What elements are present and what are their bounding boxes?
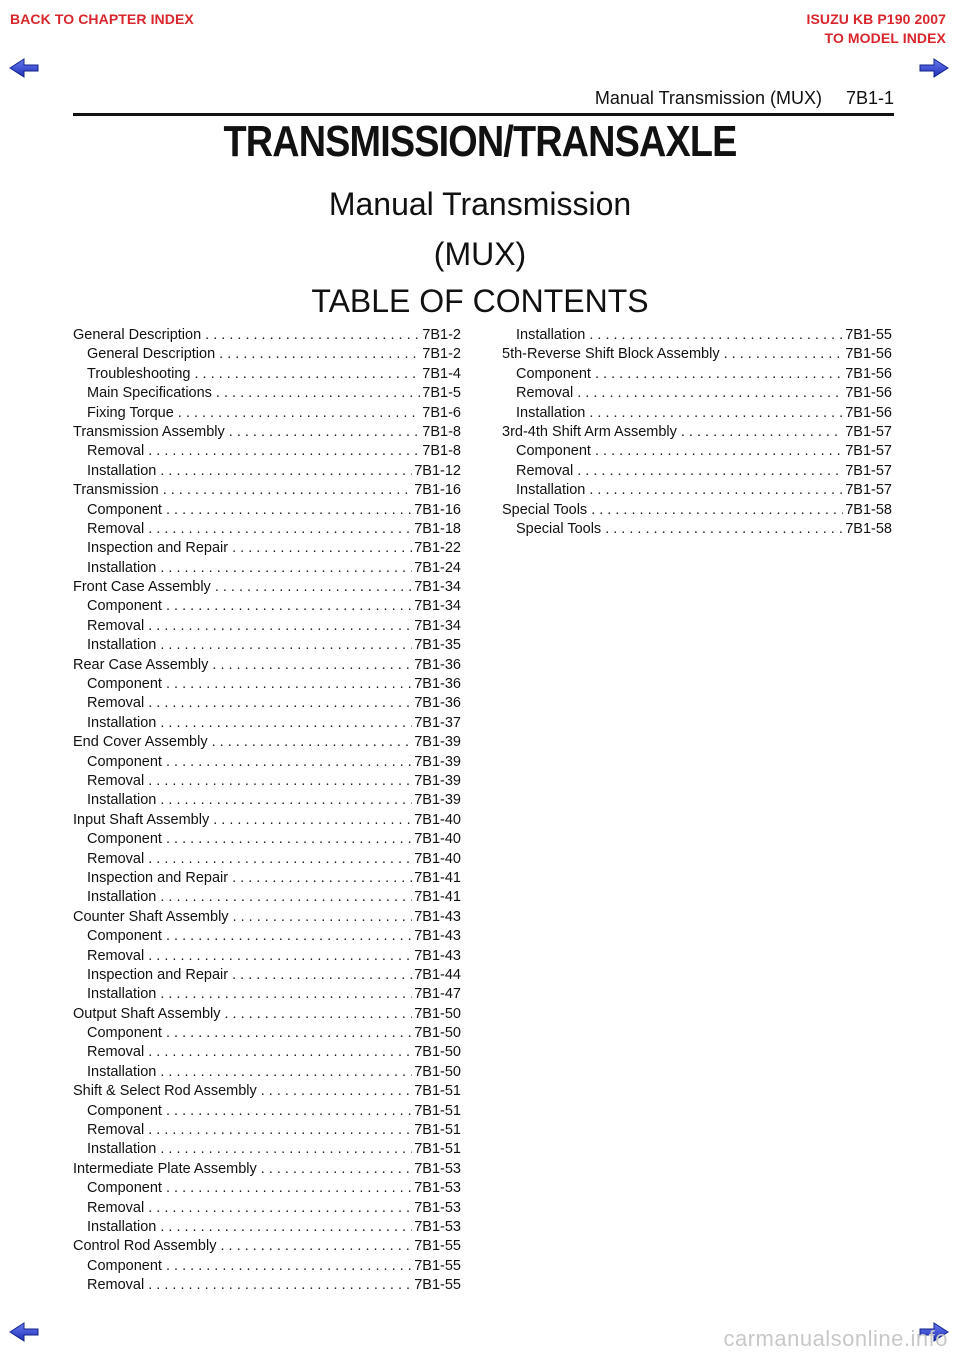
toc-entry[interactable]: [73, 346, 461, 365]
toc-leader-dots: [261, 1083, 412, 1099]
toc-entry-page: 7B1-4: [422, 365, 461, 382]
toc-entry-page: 7B1-16: [414, 501, 461, 518]
toc-entry[interactable]: [73, 540, 461, 559]
toc-entry[interactable]: [73, 521, 461, 540]
toc-leader-dots: [178, 405, 421, 421]
toc-leader-dots: [233, 909, 413, 925]
toc-entry[interactable]: [73, 889, 461, 908]
toc-entry-page: 7B1-50: [414, 1063, 461, 1080]
toc-leader-dots: [148, 1200, 412, 1216]
toc-entry-page: 7B1-57: [845, 462, 892, 479]
toc-leader-dots: [232, 870, 412, 886]
toc-leader-dots: [160, 637, 412, 653]
toc-entry-page: 7B1-51: [414, 1102, 461, 1119]
toc-entry-page: 7B1-56: [845, 365, 892, 382]
toc-entry-label: Installation: [87, 1141, 157, 1158]
toc-entry-label: Control Rod Assembly: [73, 1238, 217, 1255]
toc-entry[interactable]: [502, 327, 892, 346]
toc-entry-page: 7B1-57: [845, 482, 892, 499]
toc-entry[interactable]: [73, 1083, 461, 1102]
toc-entry[interactable]: [73, 812, 461, 831]
toc-entry-label: Front Case Assembly: [73, 579, 211, 596]
toc-entry-label: Installation: [87, 889, 157, 906]
toc-entry[interactable]: [73, 463, 461, 482]
toc-entry[interactable]: [73, 1025, 461, 1044]
toc-leader-dots: [577, 385, 843, 401]
toc-entry-label: Special Tools: [502, 501, 588, 518]
toc-entry-label: Component: [87, 598, 162, 615]
toc-entry-page: 7B1-47: [414, 986, 461, 1003]
toc-entry-page: 7B1-35: [414, 637, 461, 654]
toc-entry[interactable]: [73, 1103, 461, 1122]
toc-entry-page: 7B1-40: [414, 811, 461, 828]
toc-entry[interactable]: [73, 560, 461, 579]
toc-entry[interactable]: [502, 424, 892, 443]
toc-entry[interactable]: [73, 831, 461, 850]
toc-leader-dots: [163, 482, 413, 498]
toc-entry[interactable]: [73, 754, 461, 773]
toc-entry[interactable]: [73, 1180, 461, 1199]
toc-entry-label: Removal: [87, 443, 145, 460]
toc-entry-label: Input Shaft Assembly: [73, 811, 210, 828]
toc-entry[interactable]: [73, 424, 461, 443]
toc-entry-label: Main Specifications: [87, 385, 212, 402]
toc-entry-label: Intermediate Plate Assembly: [73, 1160, 257, 1177]
toc-entry-page: 7B1-43: [414, 947, 461, 964]
toc-entry[interactable]: [73, 1006, 461, 1025]
toc-entry-page: 7B1-34: [414, 617, 461, 634]
toc-entry[interactable]: [73, 637, 461, 656]
toc-entry[interactable]: [73, 327, 461, 346]
toc-entry-label: Transmission: [73, 482, 159, 499]
toc-entry-label: Installation: [87, 559, 157, 576]
header-divider: [73, 113, 894, 116]
toc-entry-page: 7B1-58: [845, 501, 892, 518]
toc-entry[interactable]: [502, 521, 892, 540]
toc-leader-dots: [148, 1122, 412, 1138]
toc-entry-label: Removal: [87, 520, 145, 537]
toc-entry-page: 7B1-5: [422, 385, 461, 402]
toc-entry-label: Special Tools: [516, 520, 602, 537]
toc-entry[interactable]: [73, 948, 461, 967]
toc-leader-dots: [681, 424, 843, 440]
toc-entry-label: Inspection and Repair: [87, 869, 229, 886]
toc-leader-dots: [148, 618, 412, 634]
toc-leader-dots: [148, 1277, 412, 1293]
toc-entry-label: General Description: [87, 346, 216, 363]
toc-entry[interactable]: [73, 502, 461, 521]
toc-entry-label: Installation: [516, 327, 586, 343]
toc-entry-label: Installation: [87, 792, 157, 809]
toc-entry-label: Output Shaft Assembly: [73, 1005, 221, 1022]
toc-entry-label: General Description: [73, 327, 202, 343]
toc-entry-label: Removal: [87, 1044, 145, 1061]
toc-entry-page: 7B1-50: [414, 1044, 461, 1061]
toc-leader-dots: [166, 928, 412, 944]
toc-entry-page: 7B1-58: [845, 520, 892, 537]
to-model-index-label: TO MODEL INDEX: [824, 30, 946, 46]
toc-entry[interactable]: [73, 405, 461, 424]
toc-entry-label: Installation: [87, 1063, 157, 1080]
toc-entry-page: 7B1-12: [414, 462, 461, 479]
toc-entry[interactable]: [502, 443, 892, 462]
toc-entry-page: 7B1-40: [414, 850, 461, 867]
toc-entry[interactable]: [502, 385, 892, 404]
toc-entry-label: Inspection and Repair: [87, 966, 229, 983]
toc-entry-page: 7B1-50: [414, 1005, 461, 1022]
toc-leader-dots: [166, 1180, 412, 1196]
toc-entry[interactable]: [502, 502, 892, 521]
page-header: [73, 88, 894, 112]
toc-leader-dots: [148, 1044, 412, 1060]
toc-entry-label: Removal: [87, 947, 145, 964]
toc-leader-dots: [148, 443, 420, 459]
toc-entry-page: 7B1-50: [414, 1025, 461, 1042]
toc-leader-dots: [229, 424, 421, 440]
toc-right-column: [502, 327, 892, 540]
toc-entry[interactable]: [73, 986, 461, 1005]
toc-entry-page: 7B1-34: [414, 579, 461, 596]
toc-entry-page: 7B1-44: [414, 966, 461, 983]
toc-leader-dots: [213, 812, 412, 828]
toc-leader-dots: [160, 889, 412, 905]
toc-entry-page: 7B1-36: [414, 656, 461, 673]
toc-leader-dots: [232, 967, 412, 983]
toc-left-column: [73, 327, 461, 1297]
toc-leader-dots: [216, 385, 420, 401]
toc-entry[interactable]: [73, 1277, 461, 1296]
toc-entry[interactable]: [73, 579, 461, 598]
toc-entry[interactable]: [73, 734, 461, 753]
toc-entry-page: 7B1-8: [422, 423, 461, 440]
toc-leader-dots: [261, 1161, 412, 1177]
toc-entry-label: Removal: [87, 772, 145, 789]
toc-entry-page: 7B1-37: [414, 714, 461, 731]
back-to-chapter-index-link[interactable]: BACK TO CHAPTER INDEX: [10, 11, 194, 27]
toc-entry[interactable]: [73, 676, 461, 695]
toc-leader-dots: [591, 502, 843, 518]
toc-entry-label: Installation: [87, 462, 157, 479]
toc-leader-dots: [160, 560, 412, 576]
toc-entry-label: Component: [87, 753, 162, 770]
toc-leader-dots: [166, 598, 412, 614]
toc-entry-page: 7B1-41: [414, 869, 461, 886]
toc-leader-dots: [160, 1141, 412, 1157]
toc-leader-dots: [205, 327, 420, 343]
section-subtitle-line1: Manual Transmission: [328, 186, 632, 222]
toc-entry[interactable]: [73, 1200, 461, 1219]
toc-entry-label: Component: [87, 1025, 162, 1042]
toc-entry-page: 7B1-56: [845, 346, 892, 363]
toc-leader-dots: [724, 346, 844, 362]
toc-entry-page: 7B1-55: [845, 327, 892, 343]
toc-entry-label: Counter Shaft Assembly: [73, 908, 229, 925]
toc-entry-label: Component: [87, 1180, 162, 1197]
toc-leader-dots: [160, 1219, 412, 1235]
toc-entry-page: 7B1-55: [414, 1257, 461, 1274]
toc-entry-page: 7B1-51: [414, 1122, 461, 1139]
toc-entry-label: Troubleshooting: [87, 365, 191, 382]
toc-entry[interactable]: [502, 366, 892, 385]
toc-entry-label: Installation: [87, 986, 157, 1003]
toc-entry[interactable]: [73, 851, 461, 870]
toc-entry[interactable]: [73, 1238, 461, 1257]
toc-entry-page: 7B1-53: [414, 1180, 461, 1197]
toc-entry-label: Installation: [87, 637, 157, 654]
toc-leader-dots: [589, 405, 843, 421]
prev-page-arrow-icon[interactable]: [8, 56, 40, 80]
toc-entry[interactable]: [73, 909, 461, 928]
toc-entry-label: Installation: [87, 1218, 157, 1235]
toc-entry-label: Component: [87, 1257, 162, 1274]
toc-entry-page: 7B1-34: [414, 598, 461, 615]
toc-entry-label: 3rd-4th Shift Arm Assembly: [502, 423, 677, 440]
toc-entry-label: Rear Case Assembly: [73, 656, 209, 673]
toc-entry-label: Removal: [87, 695, 145, 712]
toc-leader-dots: [589, 327, 843, 343]
toc-entry[interactable]: [73, 1064, 461, 1083]
toc-heading: TABLE OF CONTENTS: [311, 283, 649, 319]
toc-entry-label: 5th-Reverse Shift Block Assembly: [502, 346, 720, 363]
toc-entry-page: 7B1-53: [414, 1160, 461, 1177]
toc-entry-page: 7B1-39: [414, 734, 461, 751]
toc-entry[interactable]: [73, 482, 461, 501]
toc-entry[interactable]: [73, 657, 461, 676]
toc-entry[interactable]: [73, 1219, 461, 1238]
toc-entry-page: 7B1-43: [414, 928, 461, 945]
toc-entry-label: Component: [87, 501, 162, 518]
toc-entry-page: 7B1-18: [414, 520, 461, 537]
toc-entry-page: 7B1-55: [414, 1238, 461, 1255]
toc-entry-page: 7B1-51: [414, 1141, 461, 1158]
toc-entry-page: 7B1-40: [414, 831, 461, 848]
toc-leader-dots: [148, 695, 412, 711]
toc-entry[interactable]: [73, 870, 461, 889]
toc-entry-page: 7B1-22: [414, 540, 461, 557]
site-watermark: carmanualsonline.info: [723, 1326, 948, 1351]
toc-leader-dots: [160, 463, 412, 479]
toc-entry[interactable]: [73, 715, 461, 734]
toc-entry-label: Inspection and Repair: [87, 540, 229, 557]
toc-entry-label: Removal: [516, 385, 574, 402]
toc-entry-label: Installation: [87, 714, 157, 731]
toc-leader-dots: [577, 463, 843, 479]
toc-entry-label: Installation: [516, 482, 586, 499]
toc-entry[interactable]: [502, 463, 892, 482]
toc-entry[interactable]: [73, 967, 461, 986]
toc-leader-dots: [148, 521, 412, 537]
toc-entry-page: 7B1-2: [422, 346, 461, 363]
toc-entry-page: 7B1-16: [414, 482, 461, 499]
toc-leader-dots: [160, 986, 412, 1002]
toc-entry-page: 7B1-53: [414, 1218, 461, 1235]
toc-entry-label: Removal: [87, 617, 145, 634]
toc-leader-dots: [225, 1006, 413, 1022]
toc-leader-dots: [220, 1238, 412, 1254]
toc-leader-dots: [166, 831, 412, 847]
toc-entry-label: Component: [87, 676, 162, 693]
section-subtitle-line2: (MUX): [433, 236, 527, 272]
chapter-title: TRANSMISSION/TRANSAXLE: [223, 117, 737, 166]
toc-entry[interactable]: [73, 928, 461, 947]
toc-entry-page: 7B1-53: [414, 1199, 461, 1216]
toc-entry-page: 7B1-36: [414, 695, 461, 712]
toc-entry-label: Shift & Select Rod Assembly: [73, 1083, 257, 1100]
toc-entry-label: Component: [87, 831, 162, 848]
toc-entry-label: Transmission Assembly: [73, 423, 225, 440]
toc-entry-page: 7B1-39: [414, 772, 461, 789]
toc-entry[interactable]: [73, 366, 461, 385]
toc-leader-dots: [219, 346, 420, 362]
toc-entry-page: 7B1-57: [845, 423, 892, 440]
toc-leader-dots: [160, 1064, 412, 1080]
toc-entry-label: End Cover Assembly: [73, 734, 208, 751]
toc-entry-page: 7B1-56: [845, 404, 892, 421]
toc-entry[interactable]: [73, 443, 461, 462]
toc-entry-label: Removal: [87, 1122, 145, 1139]
toc-entry-page: 7B1-36: [414, 676, 461, 693]
toc-entry-label: Removal: [87, 1199, 145, 1216]
toc-leader-dots: [212, 734, 413, 750]
toc-entry[interactable]: [502, 346, 892, 365]
toc-entry-label: Component: [87, 1102, 162, 1119]
section-title: Manual Transmission (MUX): [594, 88, 822, 108]
toc-leader-dots: [148, 773, 412, 789]
toc-entry-page: 7B1-2: [422, 327, 461, 343]
toc-leader-dots: [232, 540, 412, 556]
toc-leader-dots: [160, 715, 412, 731]
toc-entry-page: 7B1-55: [414, 1277, 461, 1294]
toc-entry[interactable]: [502, 405, 892, 424]
toc-leader-dots: [605, 521, 843, 537]
toc-entry[interactable]: [73, 598, 461, 617]
toc-entry-page: 7B1-39: [414, 753, 461, 770]
toc-leader-dots: [589, 482, 843, 498]
toc-leader-dots: [148, 948, 412, 964]
toc-leader-dots: [166, 502, 412, 518]
toc-leader-dots: [166, 1025, 412, 1041]
toc-leader-dots: [215, 579, 412, 595]
toc-entry-page: 7B1-8: [422, 443, 461, 460]
to-model-index-link[interactable]: [806, 10, 946, 48]
toc-leader-dots: [148, 851, 412, 867]
toc-entry[interactable]: [73, 618, 461, 637]
toc-entry-page: 7B1-56: [845, 385, 892, 402]
toc-leader-dots: [166, 1103, 412, 1119]
toc-entry-page: 7B1-6: [422, 404, 461, 421]
toc-entry[interactable]: [73, 792, 461, 811]
toc-entry-label: Component: [516, 443, 591, 460]
toc-entry-page: 7B1-24: [414, 559, 461, 576]
toc-entry-label: Removal: [87, 850, 145, 867]
toc-leader-dots: [166, 1258, 412, 1274]
model-title: ISUZU KB P190 2007: [806, 11, 946, 27]
toc-entry-label: Installation: [516, 404, 586, 421]
toc-entry-page: 7B1-57: [845, 443, 892, 460]
toc-entry-label: Removal: [516, 462, 574, 479]
next-page-arrow-icon[interactable]: [918, 56, 950, 80]
toc-entry[interactable]: [73, 1258, 461, 1277]
toc-leader-dots: [595, 443, 843, 459]
toc-entry-page: 7B1-39: [414, 792, 461, 809]
toc-entry[interactable]: [502, 482, 892, 501]
toc-entry-label: Component: [516, 365, 591, 382]
toc-leader-dots: [160, 792, 412, 808]
toc-leader-dots: [194, 366, 420, 382]
toc-entry-page: 7B1-51: [414, 1083, 461, 1100]
toc-entry[interactable]: [73, 1044, 461, 1063]
prev-page-arrow-icon[interactable]: [8, 1320, 40, 1344]
toc-entry-label: Component: [87, 928, 162, 945]
toc-leader-dots: [595, 366, 843, 382]
toc-entry[interactable]: [73, 773, 461, 792]
toc-entry-page: 7B1-41: [414, 889, 461, 906]
toc-entry[interactable]: [73, 385, 461, 404]
toc-entry-page: 7B1-43: [414, 908, 461, 925]
toc-entry-label: Fixing Torque: [87, 404, 174, 421]
toc-entry[interactable]: [73, 1141, 461, 1160]
toc-entry-label: Removal: [87, 1277, 145, 1294]
page-number: 7B1-1: [845, 88, 894, 108]
toc-entry[interactable]: [73, 1161, 461, 1180]
toc-leader-dots: [166, 676, 412, 692]
toc-entry[interactable]: [73, 695, 461, 714]
toc-leader-dots: [212, 657, 412, 673]
toc-entry[interactable]: [73, 1122, 461, 1141]
toc-leader-dots: [166, 754, 412, 770]
